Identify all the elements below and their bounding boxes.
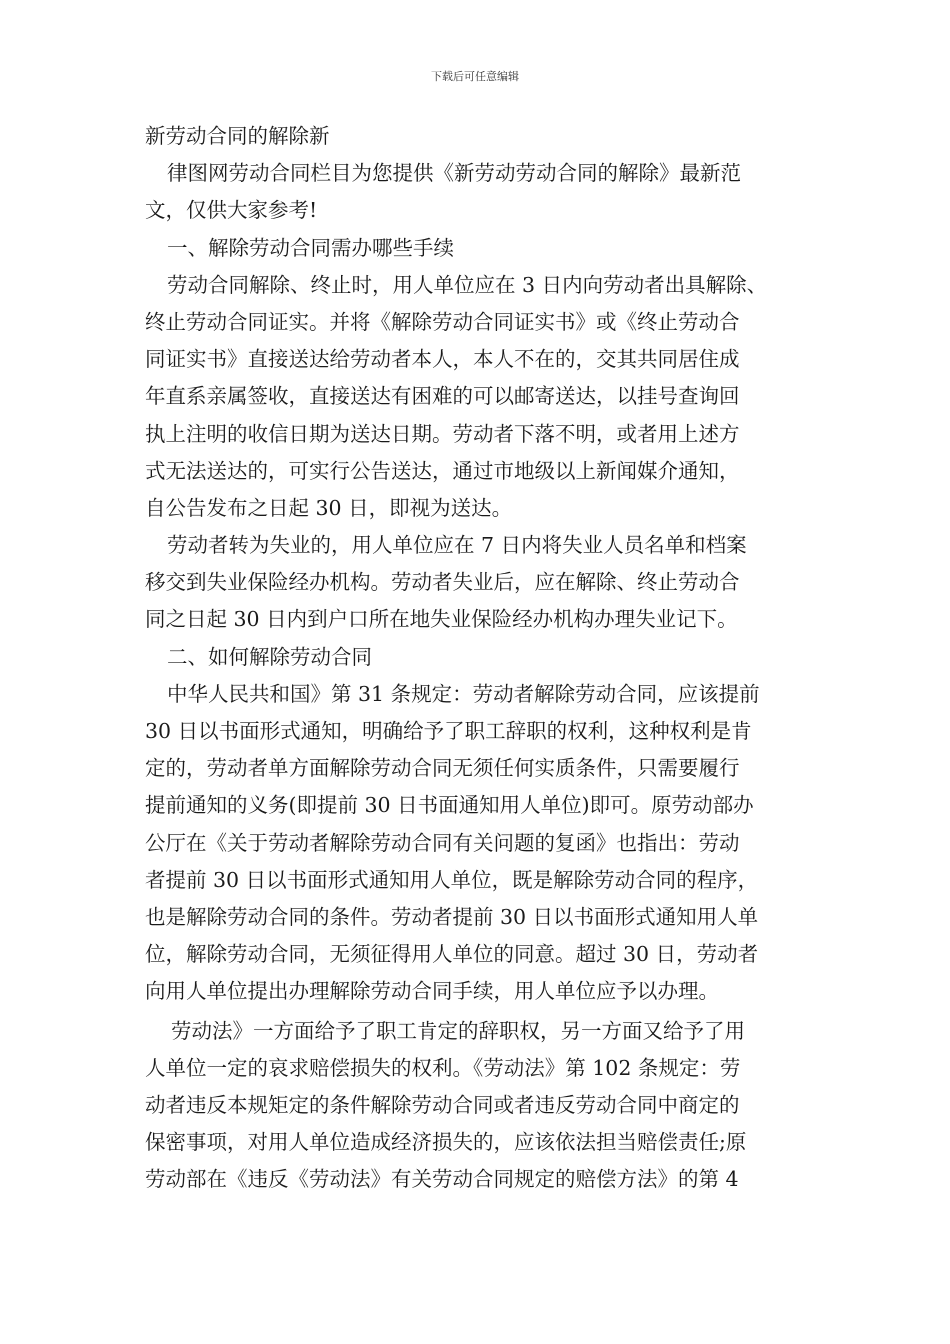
paragraph-line: 终止劳动合同证实。并将《解除劳动合同证实书》或《终止劳动合 (145, 309, 740, 334)
paragraph-line: 年直系亲属签收，直接送达有困难的可以邮寄送达，以挂号查询回 (145, 384, 740, 409)
paragraph-line: 自公告发布之日起 30 日，即视为送达。 (145, 495, 513, 520)
paragraph-line: 动者违反本规矩定的条件解除劳动合同或者违反劳动合同中商定的 (145, 1092, 740, 1117)
paragraph-line: 定的，劳动者单方面解除劳动合同无须任何实质条件，只需要履行 (145, 756, 740, 781)
paragraph-line: 同之日起 30 日内到户口所在地失业保险经办机构办理失业记下。 (145, 607, 738, 632)
paragraph-line: 向用人单位提出办理解除劳动合同手续，用人单位应予以办理。 (145, 979, 719, 1004)
paragraph-line: 劳动部在《违反《劳动法》有关劳动合同规定的赔偿方法》的第 4 (145, 1167, 739, 1192)
paragraph-line: 执上注明的收信日期为送达日期。劳动者下落不明，或者用上述方 (145, 421, 740, 446)
paragraph-line: 劳动者转为失业的，用人单位应在 7 日内将失业人员名单和档案 (167, 533, 747, 558)
paragraph-line: 文，仅供大家参考! (145, 198, 318, 223)
paragraph-line: 式无法送达的，可实行公告送达，通过市地级以上新闻媒介通知， (145, 458, 740, 483)
section-heading: 一、解除劳动合同需办哪些手续 (167, 235, 454, 260)
paragraph-line: 劳动法》一方面给予了职工肯定的辞职权，另一方面又给予了用 (171, 1018, 745, 1043)
paragraph-line: 位，解除劳动合同，无须征得用人单位的同意。超过 30 日，劳动者 (145, 942, 759, 967)
paragraph-line: 30 日以书面形式通知，明确给予了职工辞职的权利，这种权利是肯 (145, 719, 752, 743)
header-note: 下载后可任意编辑 (431, 70, 519, 83)
paragraph-line: 劳动合同解除、终止时，用人单位应在 3 日内向劳动者出具解除、 (167, 272, 768, 297)
paragraph-line: 中华人民共和国》第 31 条规定：劳动者解除劳动合同，应该提前 (167, 681, 760, 706)
paragraph-line: 移交到失业保险经办机构。劳动者失业后，应在解除、终止劳动合 (145, 570, 740, 595)
paragraph-line: 提前通知的义务(即提前 30 日书面通知用人单位)即可。原劳动部办 (145, 793, 754, 818)
paragraph-line: 人单位一定的哀求赔偿损失的权利。《劳动法》第 102 条规定：劳 (145, 1055, 741, 1080)
document-body (145, 118, 805, 1198)
paragraph-line: 者提前 30 日以书面形式通知用人单位，既是解除劳动合同的程序， (145, 867, 759, 892)
paragraph-line: 同证实书》直接送达给劳动者本人，本人不在的，交其共同居住成 (145, 347, 740, 372)
paragraph-line: 律图网劳动合同栏目为您提供《新劳动劳动合同的解除》最新范 (167, 161, 741, 186)
document-title: 新劳动合同的解除新 (145, 124, 330, 148)
paragraph-line: 保密事项，对用人单位造成经济损失的，应该依法担当赔偿责任;原 (145, 1130, 747, 1155)
paragraph-line: 公厅在《关于劳动者解除劳动合同有关问题的复函》也指出：劳动 (145, 830, 740, 855)
section-heading: 二、如何解除劳动合同 (167, 644, 372, 669)
paragraph-line: 也是解除劳动合同的条件。劳动者提前 30 日以书面形式通知用人单 (145, 904, 759, 929)
